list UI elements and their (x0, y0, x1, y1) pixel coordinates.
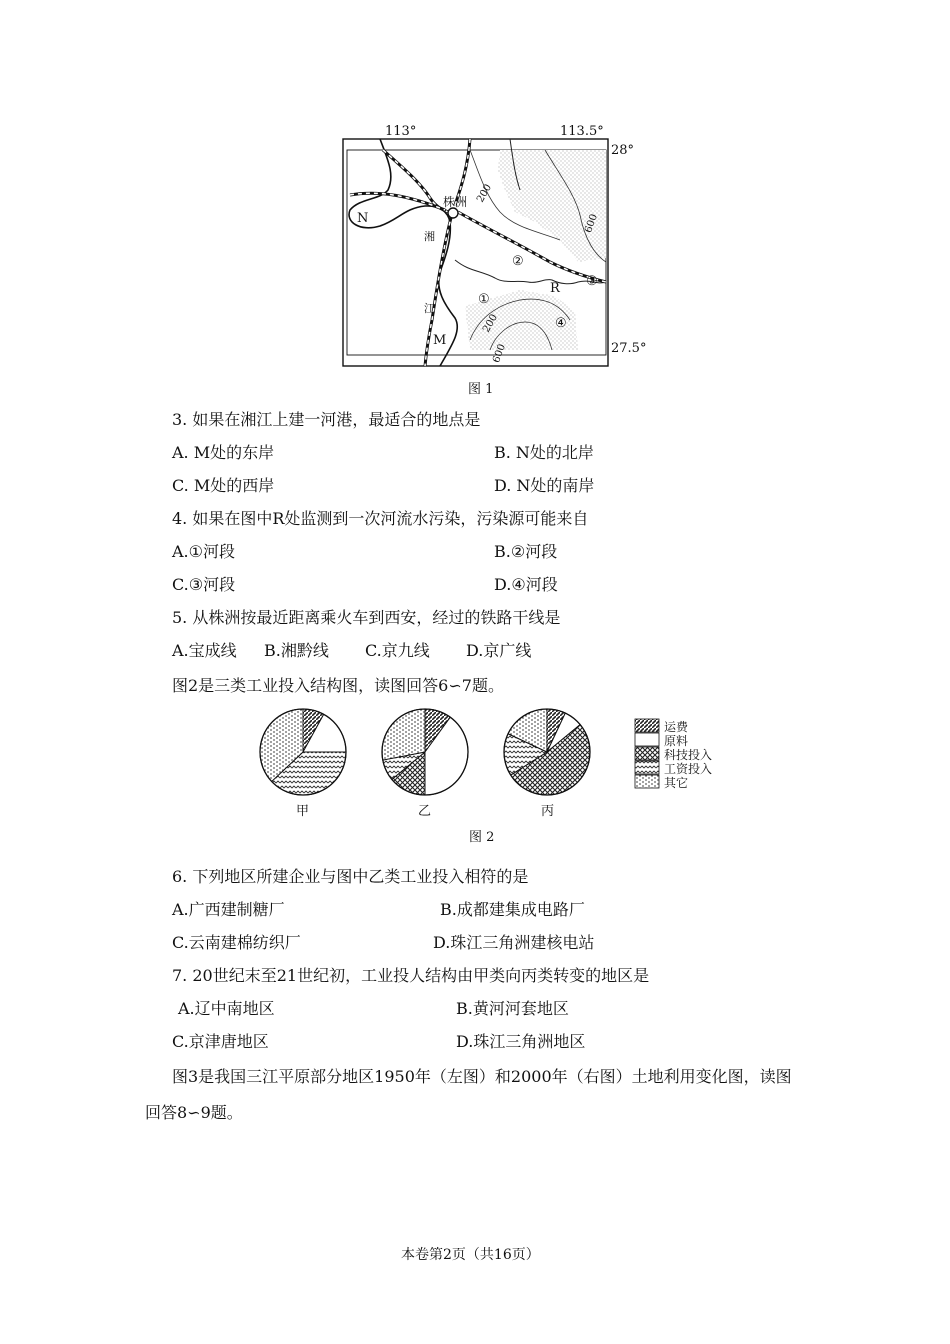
figure2-pie-charts (260, 709, 590, 795)
q7-option-d: D.珠江三角洲地区 (456, 1032, 586, 1051)
q5-option-c: C.京九线 (365, 641, 430, 660)
figure2-legend-swatches (635, 719, 659, 788)
lat-label-28: 28° (611, 143, 635, 158)
legend-label-other: 其它 (664, 776, 689, 790)
section-label-1: ① (478, 292, 490, 307)
legend-swatch-material (635, 733, 659, 746)
point-label-m: M (433, 333, 447, 348)
figure3-intro-line1: 图3是我国三江平原部分地区1950年（左图）和2000年（右图）土地利用变化图，读图 (172, 1067, 792, 1086)
pie-label-yi: 乙 (418, 804, 432, 819)
river-label-xiang: 湘 (424, 230, 435, 243)
contour-label-200-s: 200 (481, 312, 501, 335)
figure1-caption: 图 1 (468, 382, 494, 397)
q5-option-b: B.湘黔线 (264, 641, 329, 660)
page-footer: 本卷第2页（共16页） (401, 1247, 540, 1263)
tributary-river (455, 260, 606, 284)
section-label-3: ③ (586, 274, 598, 289)
q5-option-a: A.宝成线 (172, 641, 237, 660)
legend-label-material: 原料 (664, 734, 689, 748)
q3-option-c: C. M处的西岸 (172, 476, 275, 495)
contour-label-600-n: 600 (583, 212, 600, 235)
q5-stem: 5. 从株洲按最近距离乘火车到西安，经过的铁路干线是 (172, 608, 561, 627)
q6-option-a: A.广西建制糖厂 (172, 900, 285, 919)
q4-option-a: A.①河段 (172, 542, 235, 561)
q7-stem: 7. 20世纪末至21世纪初，工业投人结构由甲类向丙类转变的地区是 (172, 966, 650, 985)
pie-label-jia: 甲 (296, 804, 310, 819)
figure2-intro: 图2是三类工业投入结构图，读图回答6∽7题。 (172, 676, 504, 695)
figure2-caption: 图 2 (469, 830, 495, 845)
legend-swatch-tech (635, 747, 659, 760)
q6-option-b: B.成都建集成电路厂 (440, 900, 585, 919)
q7-option-b: B.黄河河套地区 (456, 999, 569, 1018)
q4-option-b: B.②河段 (494, 542, 558, 561)
contour-label-600-s: 600 (491, 342, 508, 365)
section-label-4: ④ (555, 316, 567, 331)
section-label-2: ② (512, 254, 524, 269)
legend-label-tech: 科技投入 (664, 748, 713, 762)
q4-option-d: D.④河段 (494, 575, 558, 594)
figure1-map (343, 139, 608, 366)
legend-swatch-other (635, 775, 659, 788)
q5-option-d: D.京广线 (466, 641, 532, 660)
q6-stem: 6. 下列地区所建企业与图中乙类工业投入相符的是 (172, 867, 529, 886)
figure3-intro-line2: 回答8∽9题。 (145, 1103, 243, 1122)
legend-label-wage: 工资投入 (664, 762, 713, 776)
lat-label-27-5: 27.5° (611, 341, 647, 356)
q6-option-d: D.珠江三角洲建核电站 (433, 933, 595, 952)
legend-swatch-wage (635, 761, 659, 774)
q3-option-b: B. N处的北岸 (494, 443, 594, 462)
q7-option-a: A.辽中南地区 (178, 999, 275, 1018)
q3-option-a: A. M处的东岸 (172, 443, 275, 462)
contour-label-200-n: 200 (475, 182, 495, 205)
q7-option-c: C.京津唐地区 (172, 1032, 269, 1051)
legend-label-freight: 运费 (664, 720, 689, 734)
legend-swatch-freight (635, 719, 659, 732)
point-label-n: N (357, 211, 369, 226)
city-label-zhuzhou: 株洲 (443, 195, 468, 209)
q3-stem: 3. 如果在湘江上建一河港，最适合的地点是 (172, 410, 481, 429)
q4-stem: 4. 如果在图中R处监测到一次河流水污染，污染源可能来自 (172, 509, 589, 528)
q6-option-c: C.云南建棉纺织厂 (172, 933, 301, 952)
pie-slice-2-5 (382, 709, 425, 760)
pie-label-bing: 丙 (541, 804, 555, 819)
point-label-r: R (550, 281, 560, 296)
lon-label-113-5: 113.5° (560, 124, 604, 139)
xiangjiang-river (349, 139, 457, 366)
lon-label-113: 113° (385, 124, 417, 139)
q4-option-c: C.③河段 (172, 575, 236, 594)
q3-option-d: D. N处的南岸 (494, 476, 595, 495)
river-label-jiang: 江 (424, 302, 435, 315)
